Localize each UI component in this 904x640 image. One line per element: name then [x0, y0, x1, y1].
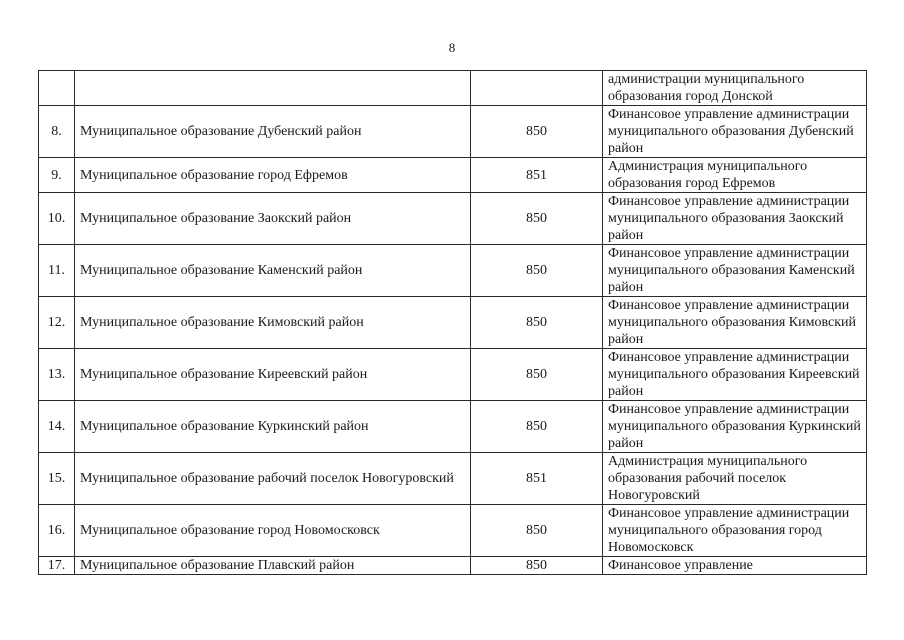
budget-code: 850 [471, 349, 603, 401]
municipality-name: Муниципальное образование город Ефремов [75, 158, 471, 193]
row-number: 13. [39, 349, 75, 401]
row-number: 12. [39, 297, 75, 349]
budget-code [471, 71, 603, 106]
budget-code: 850 [471, 401, 603, 453]
row-number: 16. [39, 505, 75, 557]
table-row [39, 505, 867, 557]
row-number: 15. [39, 453, 75, 505]
row-number: 8. [39, 106, 75, 158]
administrator-name: Финансовое управление администрации муниципального образования Заокский район [603, 193, 867, 245]
administrator-name: Финансовое управление администрации муниципального образования Дубенский район [603, 106, 867, 158]
administrator-name: администрации муниципального образования город Донской [603, 71, 867, 106]
budget-code: 850 [471, 297, 603, 349]
row-number: 17. [39, 557, 75, 575]
table-row [39, 71, 867, 106]
municipality-name: Муниципальное образование Кимовский район [75, 297, 471, 349]
table-row [39, 158, 867, 193]
municipality-name: Муниципальное образование Куркинский район [75, 401, 471, 453]
administrator-name: Администрация муниципального образования рабочий поселок Новогуровский [603, 453, 867, 505]
table-row [39, 401, 867, 453]
municipality-name: Муниципальное образование Дубенский район [75, 106, 471, 158]
municipality-name: Муниципальное образование Киреевский район [75, 349, 471, 401]
budget-code: 850 [471, 557, 603, 575]
municipality-name: Муниципальное образование рабочий поселок Новогуровский [75, 453, 471, 505]
table-row [39, 193, 867, 245]
table-row [39, 106, 867, 158]
budget-code: 850 [471, 193, 603, 245]
table-row [39, 557, 867, 575]
municipality-name: Муниципальное образование город Новомосковск [75, 505, 471, 557]
row-number: 14. [39, 401, 75, 453]
administrator-name: Администрация муниципального образования город Ефремов [603, 158, 867, 193]
row-number: 10. [39, 193, 75, 245]
municipalities-table [38, 70, 867, 575]
administrator-name: Финансовое управление администрации муниципального образования Каменский район [603, 245, 867, 297]
budget-code: 850 [471, 106, 603, 158]
table-row [39, 245, 867, 297]
table-row [39, 297, 867, 349]
table-row [39, 453, 867, 505]
table-row [39, 349, 867, 401]
municipality-name: Муниципальное образование Плавский район [75, 557, 471, 575]
row-number: 11. [39, 245, 75, 297]
administrator-name: Финансовое управление администрации муниципального образования Киреевский район [603, 349, 867, 401]
administrator-name: Финансовое управление администрации муниципального образования Кимовский район [603, 297, 867, 349]
administrator-name: Финансовое управление администрации муниципального образования Куркинский район [603, 401, 867, 453]
administrator-name: Финансовое управление [603, 557, 867, 575]
municipality-name: Муниципальное образование Заокский район [75, 193, 471, 245]
budget-code: 850 [471, 245, 603, 297]
budget-code: 850 [471, 505, 603, 557]
municipality-name [75, 71, 471, 106]
budget-code: 851 [471, 158, 603, 193]
municipality-name: Муниципальное образование Каменский район [75, 245, 471, 297]
administrator-name: Финансовое управление администрации муниципального образования город Новомосковск [603, 505, 867, 557]
row-number [39, 71, 75, 106]
page-number: 8 [448, 40, 456, 55]
row-number: 9. [39, 158, 75, 193]
budget-code: 851 [471, 453, 603, 505]
